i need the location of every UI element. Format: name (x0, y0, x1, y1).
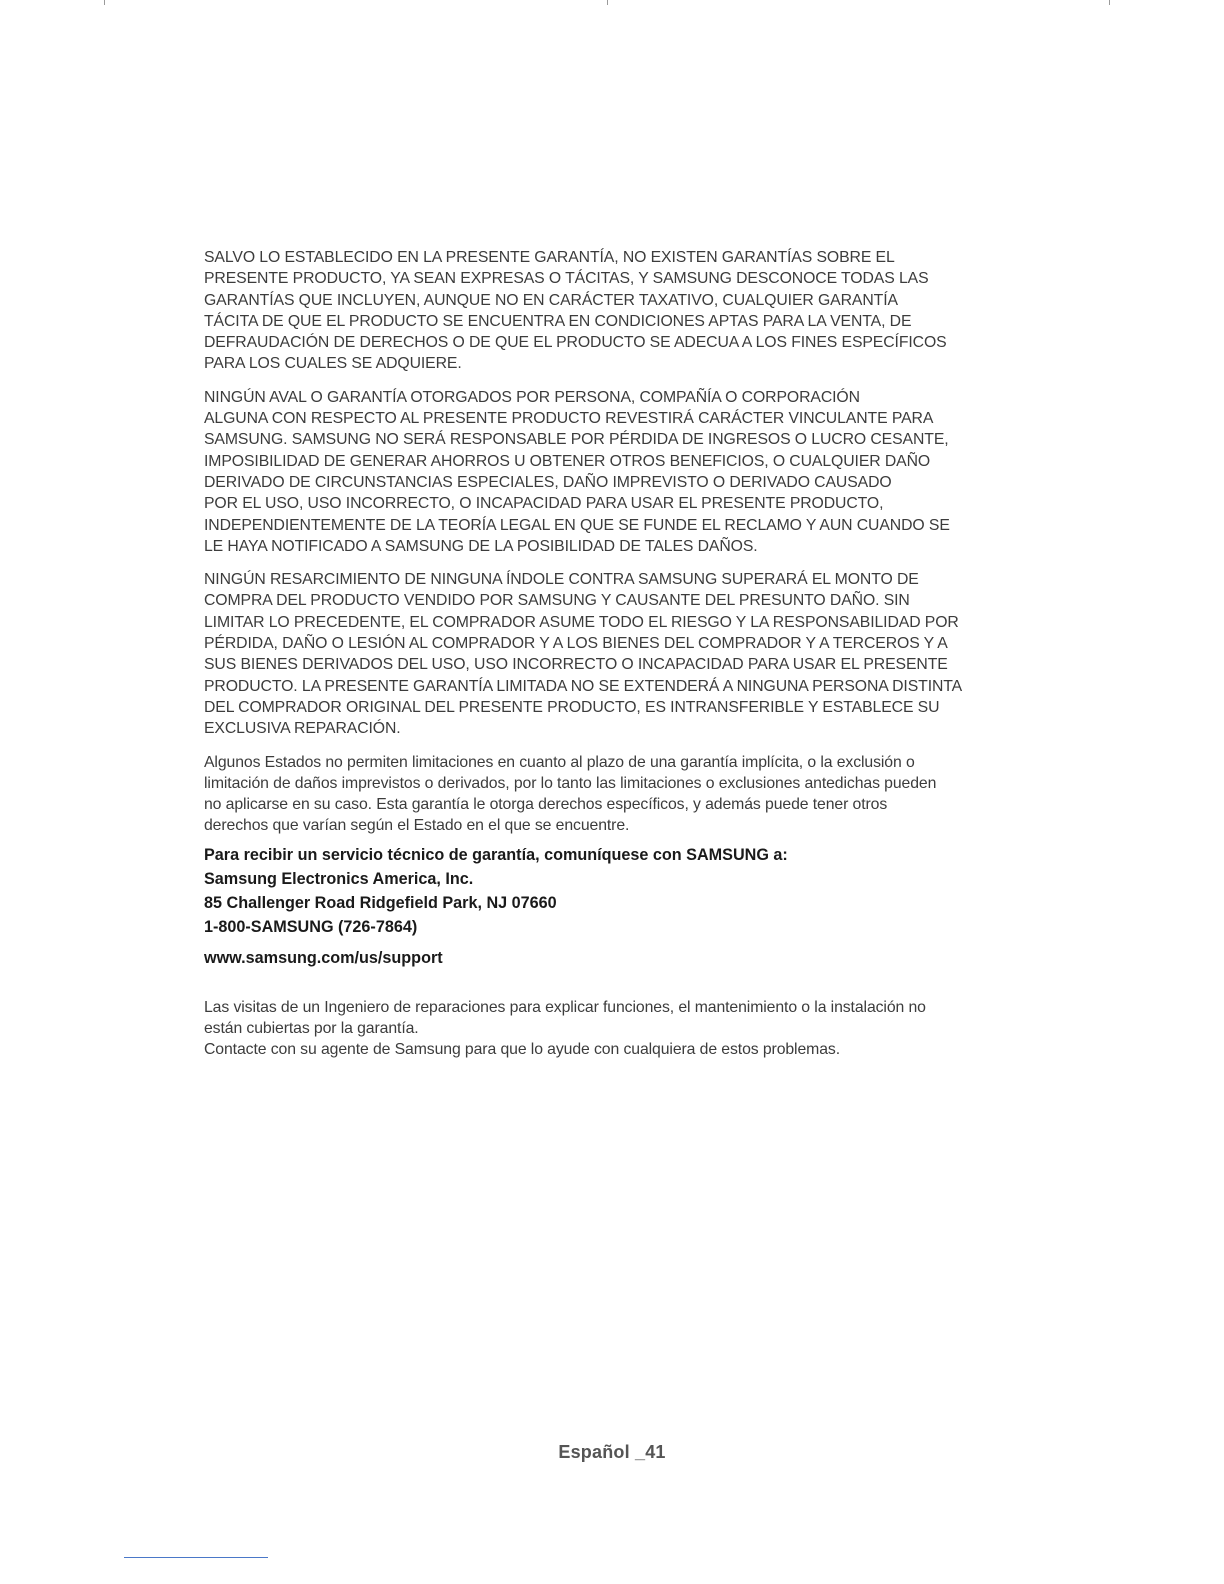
text-line: están cubiertas por la garantía. (204, 1019, 419, 1037)
phone-number: 1-800-SAMSUNG (726-7864) (204, 918, 418, 937)
text-line: Algunos Estados no permiten limitaciones en cuanto al plazo de una garantía implícita, o la exclusión o (204, 753, 915, 771)
company-address: 85 Challenger Road Ridgefield Park, NJ 07660 (204, 894, 557, 913)
company-name: Samsung Electronics America, Inc. (204, 869, 474, 888)
warranty-disclaimer-paragraph (204, 247, 1024, 375)
text-line: TÁCITA DE QUE EL PRODUCTO SE ENCUENTRA EN CONDICIONES APTAS PARA LA VENTA, DE (204, 312, 912, 330)
text-line: LIMITAR LO PRECEDENTE, EL COMPRADOR ASUME TODO EL RIESGO Y LA RESPONSABILIDAD POR (204, 613, 959, 631)
text-line: COMPRA DEL PRODUCTO VENDIDO POR SAMSUNG Y CAUSANTE DEL PRESUNTO DAÑO. SIN (204, 592, 910, 610)
text-line: Las visitas de un Ingeniero de reparaciones para explicar funciones, el mantenimiento o la instalación no (204, 998, 926, 1016)
text-line: DEL COMPRADOR ORIGINAL DEL PRESENTE PRODUCTO, ES INTRANSFERIBLE Y ESTABLECE SU (204, 698, 940, 716)
text-line: SALVO LO ESTABLECIDO EN LA PRESENTE GARANTÍA, NO EXISTEN GARANTÍAS SOBRE EL (204, 249, 895, 266)
text-line: DERIVADO DE CIRCUNSTANCIAS ESPECIALES, DAÑO IMPREVISTO O DERIVADO CAUSADO (204, 473, 892, 491)
text-line: GARANTÍAS QUE INCLUYEN, AUNQUE NO EN CARÁCTER TAXATIVO, CUALQUIER GARANTÍA (204, 291, 898, 309)
contact-heading: Para recibir un servicio técnico de garantía, comuníquese con SAMSUNG a: (204, 845, 788, 864)
crop-mark-left (104, 0, 105, 5)
text-line: Contacte con su agente de Samsung para que lo ayude con cualquiera de estos problemas. (204, 1041, 840, 1059)
text-line: SAMSUNG. SAMSUNG NO SERÁ RESPONSABLE POR PÉRDIDA DE INGRESOS O LUCRO CESANTE, (204, 431, 949, 449)
text-line: EXCLUSIVA REPARACIÓN. (204, 720, 401, 738)
text-line: DEFRAUDACIÓN DE DERECHOS O DE QUE EL PRODUCTO SE ADECUA A LOS FINES ESPECÍFICOS (204, 334, 947, 352)
footer-divider (124, 1557, 268, 1558)
crop-mark-center (607, 0, 608, 5)
text-line: IMPOSIBILIDAD DE GENERAR AHORROS U OBTENER OTROS BENEFICIOS, O CUALQUIER DAÑO (204, 452, 931, 470)
text-line: PRODUCTO. LA PRESENTE GARANTÍA LIMITADA NO SE EXTENDERÁ A NINGUNA PERSONA DISTINTA (204, 677, 963, 695)
state-rights-paragraph (204, 752, 1024, 837)
text-line: PÉRDIDA, DAÑO O LESIÓN AL COMPRADOR Y A LOS BIENES DEL COMPRADOR Y A TERCEROS Y A (204, 635, 948, 653)
coverage-notes (204, 997, 1024, 1061)
text-line: ALGUNA CON RESPECTO AL PRESENTE PRODUCTO REVESTIRÁ CARÁCTER VINCULANTE PARA (204, 410, 934, 428)
support-website-link[interactable]: www.samsung.com/us/support (204, 948, 443, 967)
text-line: POR EL USO, USO INCORRECTO, O INCAPACIDAD PARA USAR EL PRESENTE PRODUCTO, (204, 495, 884, 513)
text-line: no aplicarse en su caso. Esta garantía le otorga derechos específicos, y además puede tener otros (204, 796, 888, 814)
liability-paragraph (204, 387, 1024, 557)
text-line: LE HAYA NOTIFICADO A SAMSUNG DE LA POSIBILIDAD DE TALES DAÑOS. (204, 537, 758, 555)
remedy-paragraph (204, 569, 1024, 739)
page-number: Español _41 (558, 1442, 666, 1462)
text-line: SUS BIENES DERIVADOS DEL USO, USO INCORRECTO O INCAPACIDAD PARA USAR EL PRESENTE (204, 656, 948, 674)
text-line: derechos que varían según el Estado en el que se encuentre. (204, 817, 630, 835)
text-line: INDEPENDIENTEMENTE DE LA TEORÍA LEGAL EN QUE SE FUNDE EL RECLAMO Y AUN CUANDO SE (204, 516, 950, 534)
text-line: PRESENTE PRODUCTO, YA SEAN EXPRESAS O TÁCITAS, Y SAMSUNG DESCONOCE TODAS LAS (204, 270, 929, 288)
text-line: limitación de daños imprevistos o derivados, por lo tanto las limitaciones o exclusiones antedichas pueden (204, 774, 937, 792)
page-content (204, 247, 1024, 1060)
text-line: PARA LOS CUALES SE ADQUIERE. (204, 355, 462, 373)
service-contact-block (204, 843, 1024, 940)
text-line: NINGÚN AVAL O GARANTÍA OTORGADOS POR PERSONA, COMPAÑÍA O CORPORACIÓN (204, 388, 860, 406)
text-line: NINGÚN RESARCIMIENTO DE NINGUNA ÍNDOLE CONTRA SAMSUNG SUPERARÁ EL MONTO DE (204, 571, 919, 589)
crop-mark-right (1109, 0, 1110, 5)
